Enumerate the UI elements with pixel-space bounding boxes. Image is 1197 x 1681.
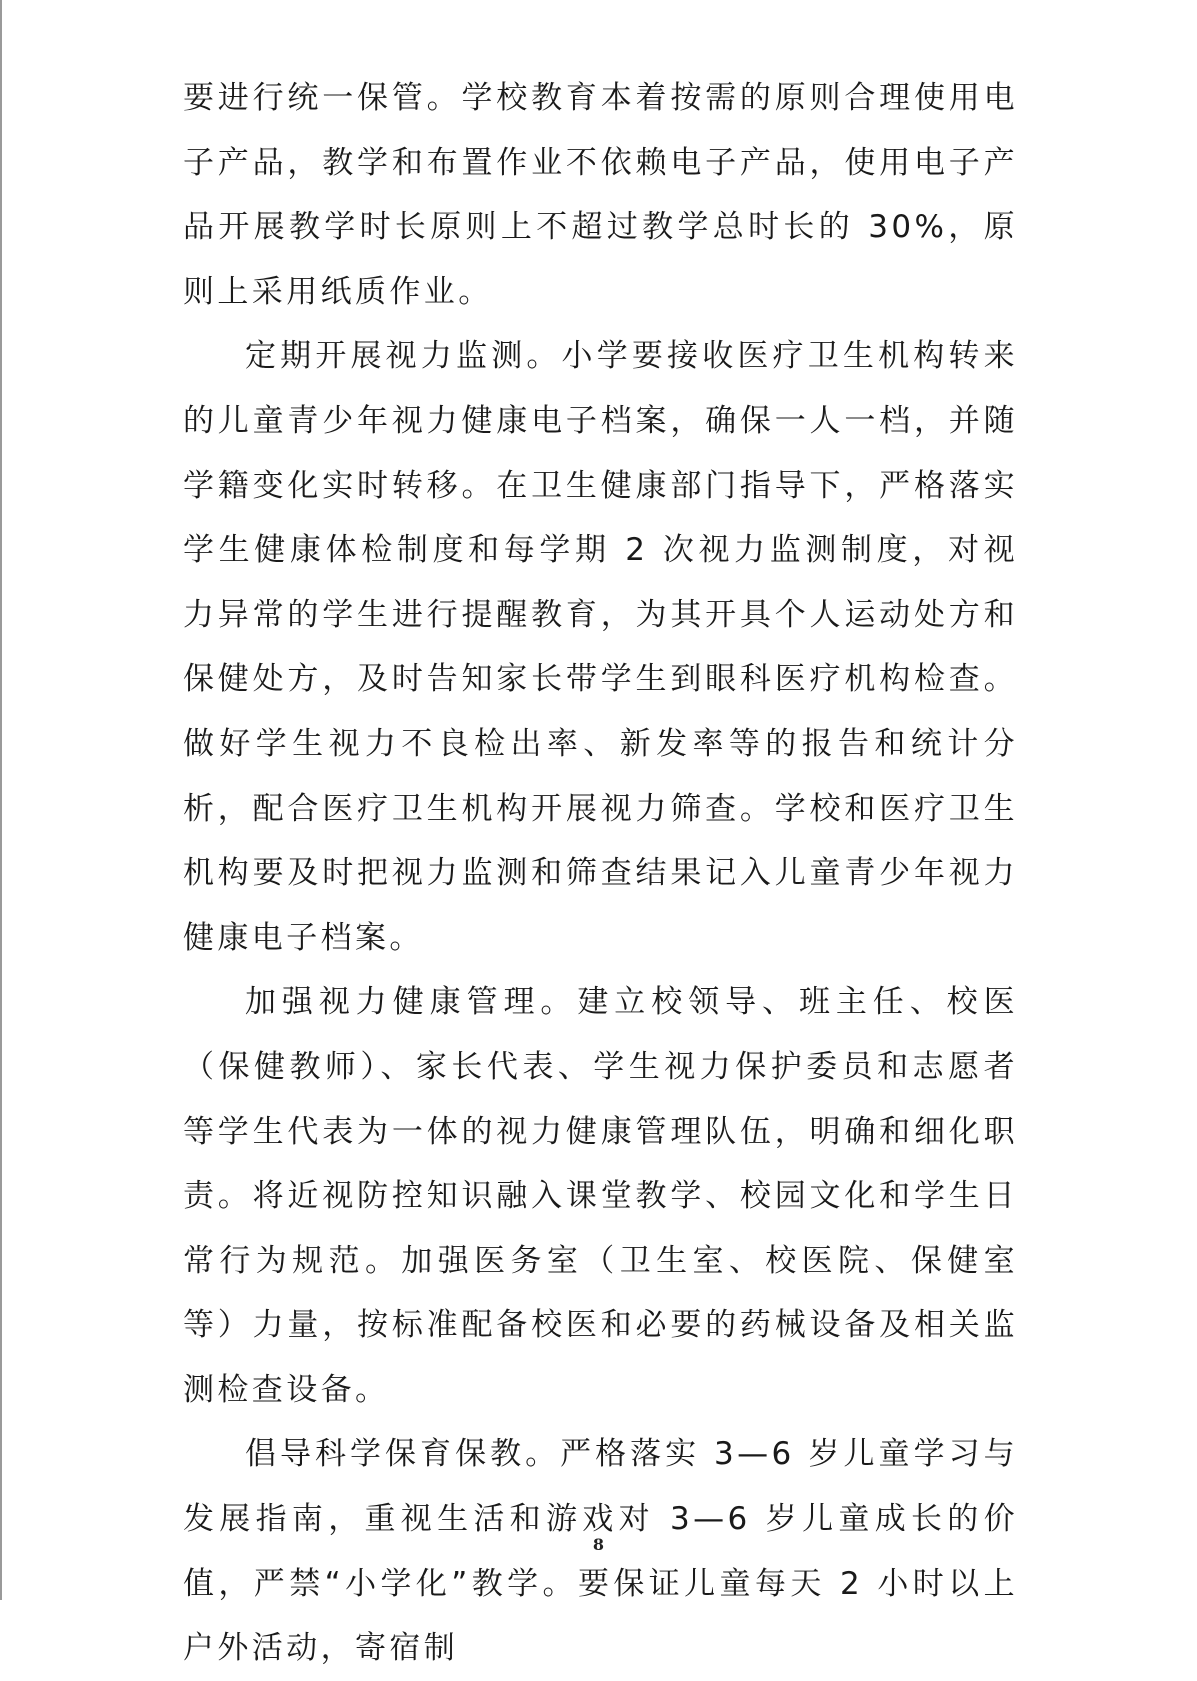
paragraph-continuation: 要进行统一保管。学校教育本着按需的原则合理使用电子产品，教学和布置作业不依赖电子产品，使用电子产品开展教学时长原则上不超过教学总时长的 30%，原则上采用纸质作业。 — [183, 80, 1018, 310]
document-body — [183, 66, 1018, 1681]
paragraph-vision-monitoring: 定期开展视力监测。小学要接收医疗卫生机构转来的儿童青少年视力健康电子档案，确保一人一档，并随学籍变化实时转移。在卫生健康部门指导下，严格落实学生健康体检制度和每学期 2 次视力监测制度，对视力异常的学生进行提醒教育，为其开具个人运动处方和保健处方，及时告知家长带学生到眼科医疗机构检查。做好学生视力不良检出率、新发率等的报告和统计分析，配合医疗卫生机构开展视力筛查。学校和医疗卫生机构要及时把视力监测和筛查结果记入儿童青少年视力健康电子档案。 — [183, 338, 1018, 956]
paragraph-preschool-education: 倡导科学保育保教。严格落实 3—6 岁儿童学习与发展指南，重视生活和游戏对 3—6 岁儿童成长的价值，严禁“小学化”教学。要保证儿童每天 2 小时以上户外活动，寄宿制 — [183, 1436, 1018, 1667]
page-left-border — [0, 0, 2, 1600]
paragraph-vision-management: 加强视力健康管理。建立校领导、班主任、校医（保健教师）、家长代表、学生视力保护委员和志愿者等学生代表为一体的视力健康管理队伍，明确和细化职责。将近视防控知识融入课堂教学、校园文化和学生日常行为规范。加强医务室（卫生室、校医院、保健室等）力量，按标准配备校医和必要的药械设备及相关监测检查设备。 — [183, 984, 1018, 1408]
page-number: 8 — [592, 1535, 605, 1554]
